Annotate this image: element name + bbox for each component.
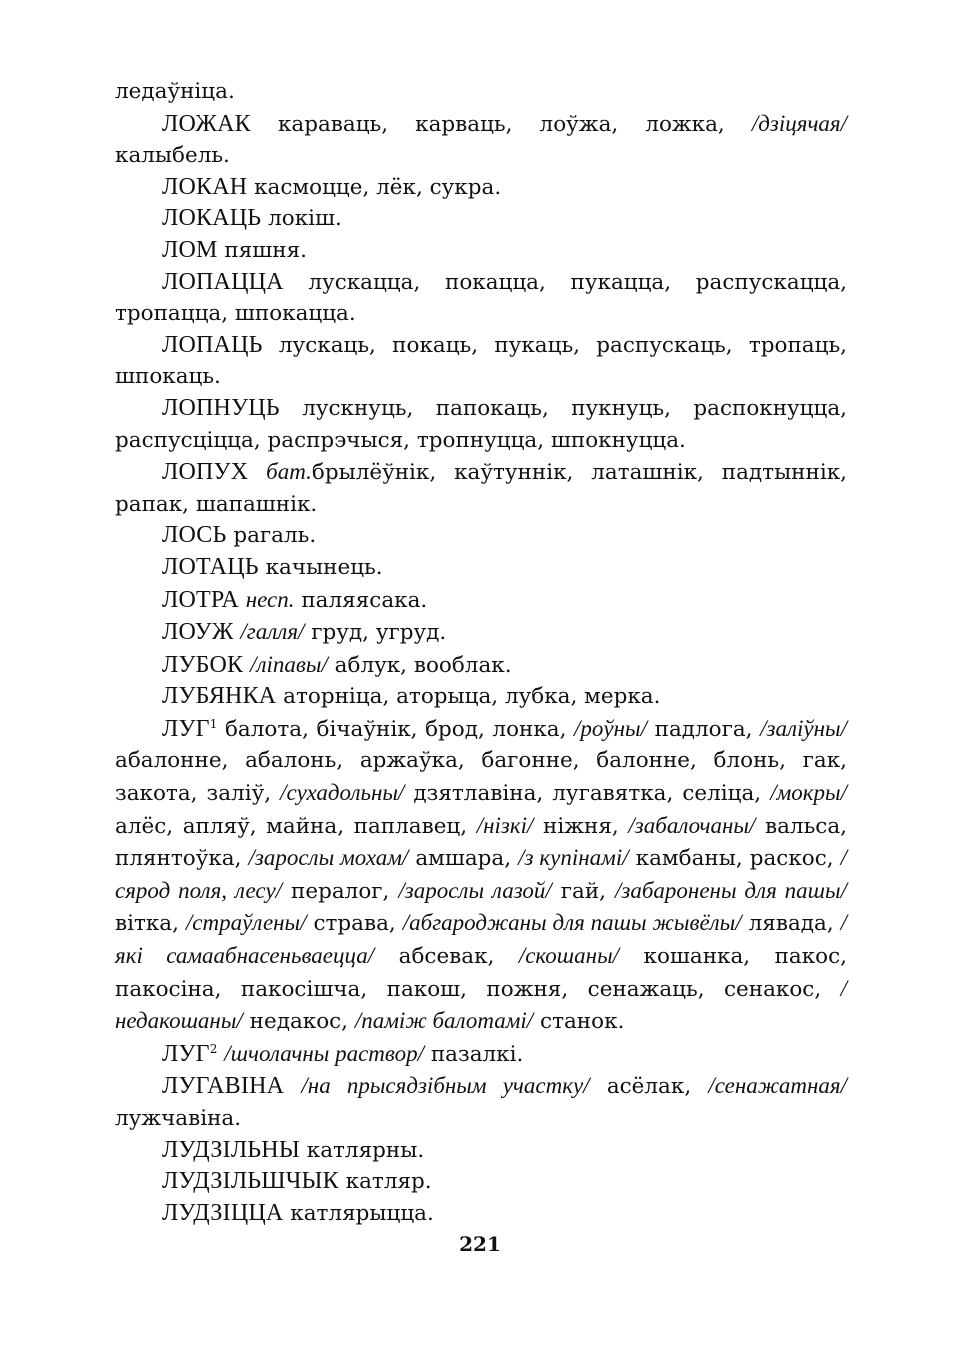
usage-note: /які самаабнасеньваецца/ [115,910,847,969]
usage-note: /заліўны/ [760,715,847,741]
dictionary-entry [115,1135,847,1167]
headword: ЛОПНУЦЬ [162,394,280,421]
usage-note: /сярод поля, лесу/ [115,845,847,903]
synonym-text: вітка, [115,911,186,937]
synonym-text: брылёўнік, каўтуннік, латашнік, падтыннік, рапак, шапашнік. [115,460,847,517]
usage-note: /забаронены для пашы/ [614,877,847,903]
synonym-text: рагаль. [226,523,317,549]
entry-list [115,108,847,1230]
usage-note: /на прысядзібным участку/ [301,1073,590,1099]
synonym-text: вальса, плянтоўка, [115,813,847,872]
usage-note: /зарослы мохам/ [248,845,409,871]
dictionary-entry [115,235,847,267]
headword: ЛУДЗІЛЬНЫ [162,1136,300,1163]
headword: ЛУГ [162,1040,210,1067]
dictionary-entry [115,1166,847,1198]
dictionary-entry [115,267,847,330]
dictionary-entry [115,681,847,713]
synonym-text: локіш. [261,206,342,232]
usage-note: /шчолачны раствор/ [224,1040,424,1066]
dictionary-page [115,76,847,1229]
headword: ЛОКАЦЬ [162,205,262,232]
usage-note: /з купінамі/ [518,845,629,871]
usage-note: /паміж балотамі/ [354,1008,534,1034]
dictionary-entry [115,552,847,584]
synonym-text: страва, [306,911,403,937]
synonym-text [239,588,246,613]
headword: ЛОПАЦЬ [162,331,263,358]
synonym-text: калыбель. [115,143,230,169]
usage-note: /нізкі/ [476,812,534,838]
homonym-index: 1 [209,716,218,731]
headword: ЛУДЗІЦЦА [162,1199,284,1226]
synonym-text: гай, [551,878,615,904]
synonym-text: кошанка, пакос, пакосіна, пакосішча, пакош, пожня, сенажаць, сенакос, [115,944,847,1002]
headword: ЛОПАЦЦА [162,268,284,295]
synonym-text: камбаны, раскос, [628,846,841,872]
synonym-text: лускнуць, папокаць, пукнуць, распокнуцца, распусціцца, распрэчыся, тропнуцца, шпокнуцца. [115,395,847,453]
headword: ЛОТРА [162,586,239,613]
headword: ЛОЖАК [162,110,251,137]
usage-note: /сухадольны/ [280,780,405,806]
usage-note: /недакошаны/ [115,975,847,1034]
dictionary-entry [115,393,847,456]
synonym-text: груд, угруд. [304,620,447,646]
headword: ЛУБЯНКА [162,683,277,710]
synonym-text: аторніца, аторыца, лубка, мерка. [276,684,661,710]
usage-note: /скошаны/ [518,943,620,969]
dictionary-entry [115,649,847,682]
synonym-text: абалонне, абалонь, аржаўка, багонне, балонне, блонь, гак, закота, заліў, [115,748,847,807]
usage-note: бат. [266,459,312,485]
synonym-text: лускацца, покацца, пукацца, распускацца, тропацца, шпокацца. [115,269,847,327]
usage-note: /забалочаны/ [628,812,756,838]
synonym-text: катляр. [338,1169,432,1195]
synonym-text: абсевак, [374,944,519,970]
headword: ЛОТАЦЬ [162,553,259,580]
headword: ЛОКАН [162,173,248,200]
dictionary-entry [115,203,847,235]
headword: ЛОУЖ [162,619,234,646]
dictionary-entry [115,172,847,204]
dictionary-entry [115,1070,847,1134]
usage-note: /дзіцячая/ [751,110,847,136]
usage-note: /ліпавы/ [250,651,328,677]
usage-note: /роўны/ [574,715,648,741]
synonym-text: пералог, [282,878,399,904]
usage-note: /сенажатная/ [708,1073,847,1099]
homonym-index: 2 [209,1041,218,1056]
synonym-text: лужчавіна. [115,1106,242,1131]
synonym-text: ніжня, [533,813,629,839]
dictionary-entry [115,330,847,393]
dictionary-entry [115,108,847,172]
synonym-text: лявада, [741,911,841,937]
usage-note: несп. [245,586,295,612]
dictionary-entry [115,520,847,552]
synonym-text: качынець. [258,554,383,580]
dictionary-entry [115,584,847,617]
synonym-text [284,1074,301,1099]
dictionary-entry [115,1198,847,1230]
synonym-text: катлярны. [299,1137,425,1163]
headword: ЛУДЗІЛЬШЧЫК [162,1168,339,1195]
synonym-text: аблук, вооблак. [327,652,512,678]
page-number: 221 [459,1232,501,1256]
dictionary-entry [115,456,847,520]
synonym-text: станок. [533,1009,625,1035]
synonym-text [248,460,266,485]
synonym-text: балота, бічаўнік, брод, лонка, [217,716,575,742]
usage-note: /абгароджаны для пашы жывёлы/ [402,910,742,936]
headword: ЛУБОК [162,651,244,678]
synonym-text: пазалкі. [424,1041,524,1067]
synonym-text: амшара, [408,846,519,872]
dictionary-entry [115,616,847,649]
synonym-text: паляясака. [294,587,428,613]
headword: ЛОМ [162,236,218,263]
continuation-line: ледаўніца. [115,79,235,104]
usage-note: /страўлены/ [185,910,307,936]
headword: ЛУГ [162,715,210,742]
headword: ЛУГАВІНА [162,1073,285,1100]
synonym-text: пяшня. [217,237,308,263]
usage-note: /мокры/ [770,780,847,806]
synonym-text: касмоцце, лёк, сукра. [247,174,502,200]
synonym-text: асёлак, [589,1074,709,1100]
usage-note: /зарослы лазой/ [398,877,552,903]
dictionary-entry [115,1038,847,1071]
synonym-text: дзятлавіна, лугавятка, селіца, [404,781,771,807]
headword: ЛОПУХ [162,459,249,486]
usage-note: /галля/ [240,619,305,645]
synonym-text: лускаць, покаць, пукаць, распускаць, тропаць, шпокаць. [115,332,847,390]
synonym-text: катлярыцца. [283,1200,434,1226]
synonym-text: недакос, [242,1009,355,1035]
dictionary-entry [115,713,847,1038]
headword: ЛОСЬ [162,522,227,549]
synonym-text: алёс, апляў, майна, паплавец, [115,813,477,839]
synonym-text: падлога, [647,716,761,742]
synonym-text: караваць, карваць, лоўжа, ложка, [250,111,752,137]
